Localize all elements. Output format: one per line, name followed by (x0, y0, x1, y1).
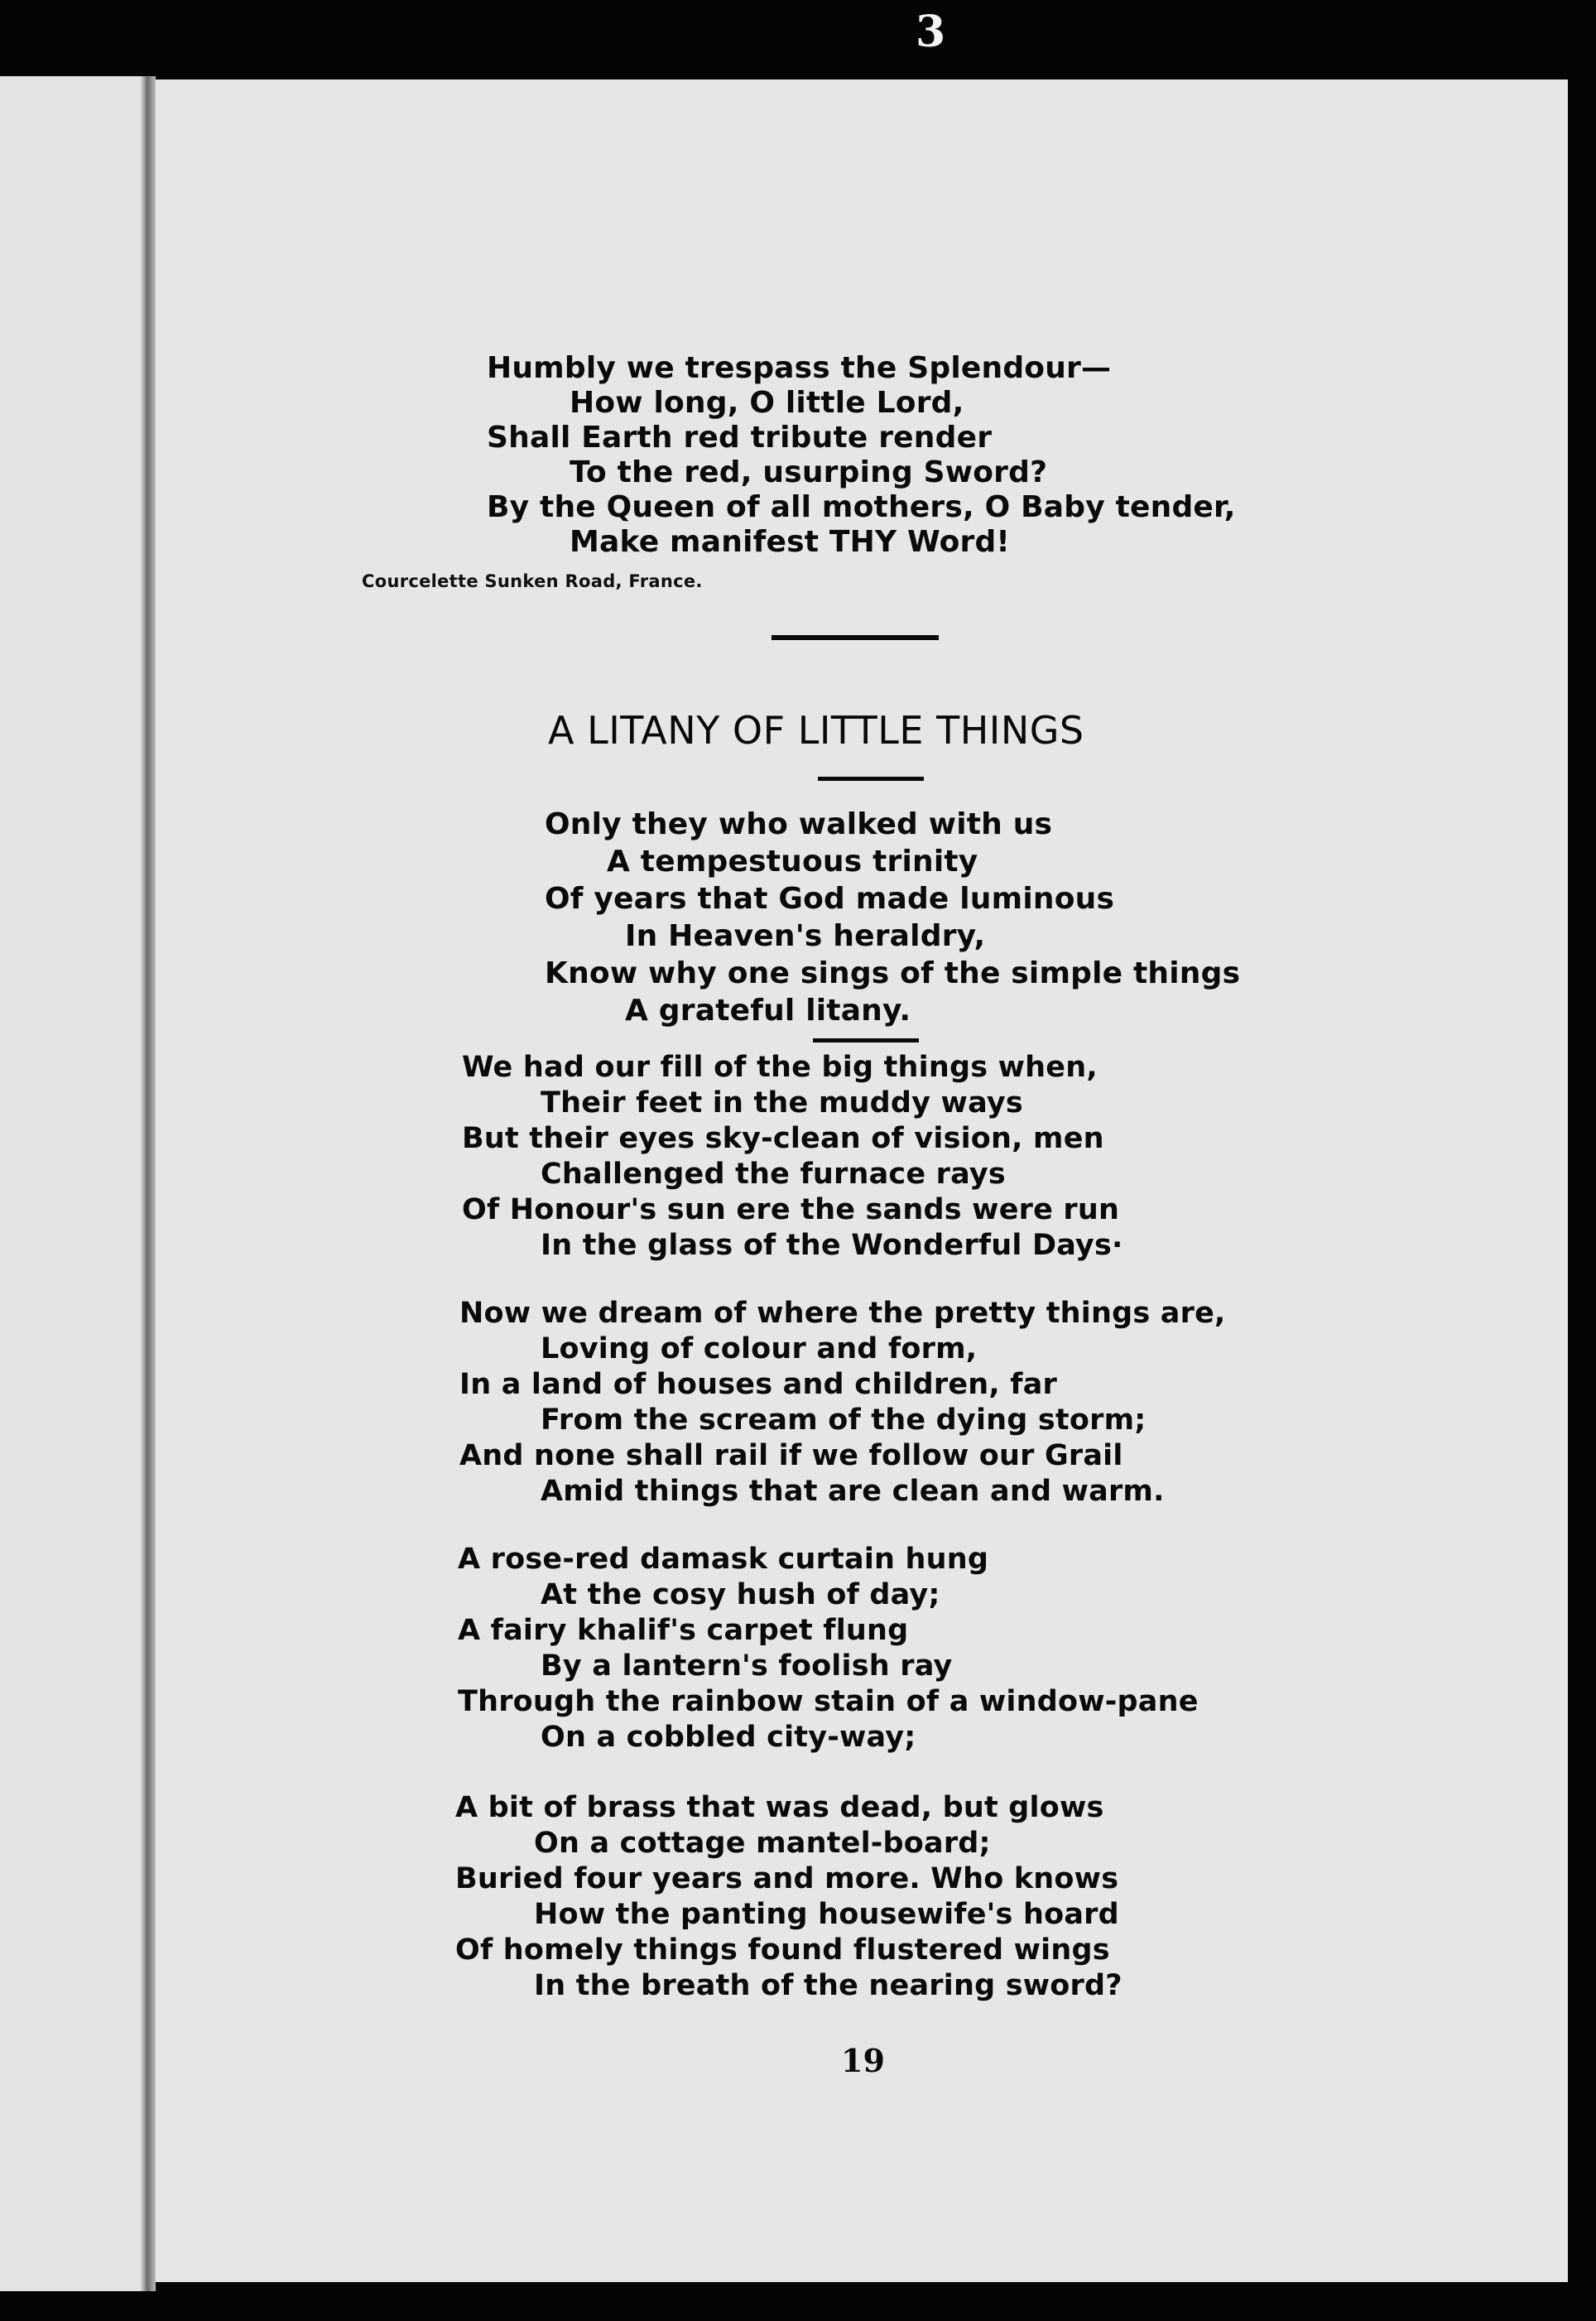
poem-line: Through the rainbow stain of a window-pane (458, 1685, 1199, 1718)
title-underline-rule (818, 777, 924, 781)
poem-line: A bit of brass that was dead, but glows (455, 1791, 1104, 1824)
poem-line: Now we dream of where the pretty things are, (459, 1297, 1226, 1330)
poem-line: Of Honour's sun ere the sands were run (462, 1193, 1120, 1226)
poem-line: To the red, usurping Sword? (570, 455, 1048, 489)
poem-line: Only they who walked with us (545, 807, 1053, 841)
poem-line: Loving of colour and form, (541, 1332, 978, 1365)
poem-line: In the glass of the Wonderful Days· (541, 1229, 1123, 1262)
poem-line: A grateful litany. (625, 994, 911, 1028)
page-number: 19 (841, 2042, 885, 2079)
poem-line: And none shall rail if we follow our Grail (459, 1439, 1123, 1472)
poem-title: A LITANY OF LITTLE THINGS (548, 708, 1084, 753)
poem-line: How long, O little Lord, (570, 386, 964, 420)
poem-line: A tempestuous trinity (607, 845, 978, 879)
poem-line: By the Queen of all mothers, O Baby tender, (487, 490, 1236, 524)
poem-line: But their eyes sky-clean of vision, men (462, 1122, 1104, 1155)
poem-line: On a cottage mantel-board; (534, 1827, 991, 1860)
poem-line: In Heaven's heraldry, (625, 919, 986, 953)
poem-line: We had our fill of the big things when, (462, 1051, 1098, 1084)
poem-line: Of years that God made luminous (545, 882, 1115, 916)
poem-line: Shall Earth red tribute render (487, 421, 993, 455)
poem-line: In the breath of the nearing sword? (534, 1969, 1122, 2002)
poem-line: Challenged the furnace rays (541, 1158, 1006, 1191)
poem-line: At the cosy hush of day; (541, 1578, 940, 1611)
poem-line: Of homely things found flustered wings (455, 1933, 1110, 1967)
place-attribution: Courcelette Sunken Road, France. (362, 571, 703, 591)
poem-line: Buried four years and more. Who knows (455, 1862, 1119, 1895)
poem-line: Know why one sings of the simple things (545, 956, 1241, 990)
poem-line: From the scream of the dying storm; (541, 1404, 1147, 1437)
section-divider-rule (772, 635, 939, 640)
poem-line: How the panting housewife's hoard (534, 1898, 1119, 1931)
poem-line: Amid things that are clean and warm. (541, 1475, 1165, 1508)
poem-line: A rose-red damask curtain hung (458, 1543, 989, 1576)
frame-mark: 3 (916, 7, 946, 57)
poem-line: Make manifest THY Word! (570, 525, 1011, 559)
poem-line: On a cobbled city-way; (541, 1721, 916, 1754)
poem-line: In a land of houses and children, far (459, 1368, 1058, 1401)
stanza-divider-rule (813, 1038, 919, 1043)
poem-line: A fairy khalif's carpet flung (458, 1614, 909, 1647)
poem-line: By a lantern's foolish ray (541, 1649, 953, 1683)
poem-line: Their feet in the muddy ways (541, 1086, 1023, 1120)
poem-line: Humbly we trespass the Splendour— (487, 351, 1112, 385)
